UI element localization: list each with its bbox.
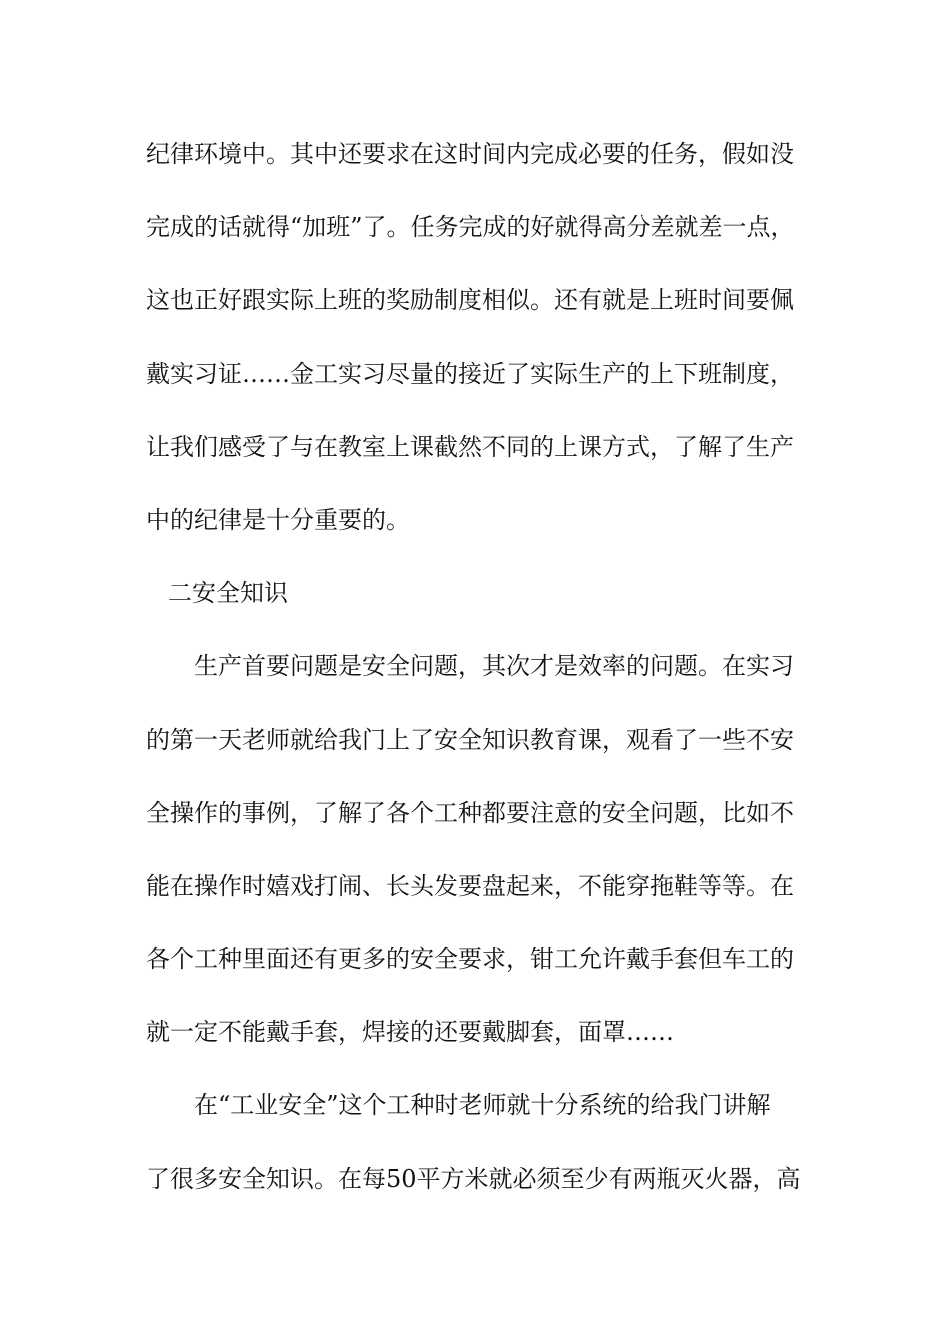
paragraph-line: 让我们感受了与在教室上课截然不同的上课方式，了解了生产 — [146, 432, 794, 461]
paragraph-line: 全操作的事例，了解了各个工种都要注意的安全问题，比如不 — [146, 798, 794, 827]
paragraph-line: 戴实习证……金工实习尽量的接近了实际生产的上下班制度， — [146, 359, 794, 388]
paragraph-line: 这也正好跟实际上班的奖励制度相似。还有就是上班时间要佩 — [146, 286, 794, 315]
paragraph-line: 生产首要问题是安全问题，其次才是效率的问题。在实习 — [194, 652, 794, 681]
paragraph-line: 中的纪律是十分重要的。 — [146, 505, 410, 534]
paragraph-line: 能在操作时嬉戏打闹、长头发要盘起来，不能穿拖鞋等等。在 — [146, 871, 794, 900]
paragraph-line: 纪律环境中。其中还要求在这时间内完成必要的任务，假如没 — [146, 140, 794, 168]
paragraph-line: 各个工种里面还有更多的安全要求，钳工允许戴手套但车工的 — [146, 945, 794, 974]
paragraph-line: 在“工业安全”这个工种时老师就十分系统的给我门讲解 — [194, 1091, 771, 1120]
section-heading: 二安全知识 — [168, 579, 288, 608]
paragraph-line: 完成的话就得“加班”了。任务完成的好就得高分差就差一点， — [146, 213, 795, 242]
paragraph-line: 的第一天老师就给我门上了安全知识教育课，观看了一些不安 — [146, 725, 794, 754]
document-body — [146, 128, 826, 1226]
paragraph-line: 了很多安全知识。在每50平方米就必须至少有两瓶灭火器，高 — [146, 1164, 801, 1193]
paragraph-line: 就一定不能戴手套，焊接的还要戴脚套，面罩…… — [146, 1018, 674, 1047]
